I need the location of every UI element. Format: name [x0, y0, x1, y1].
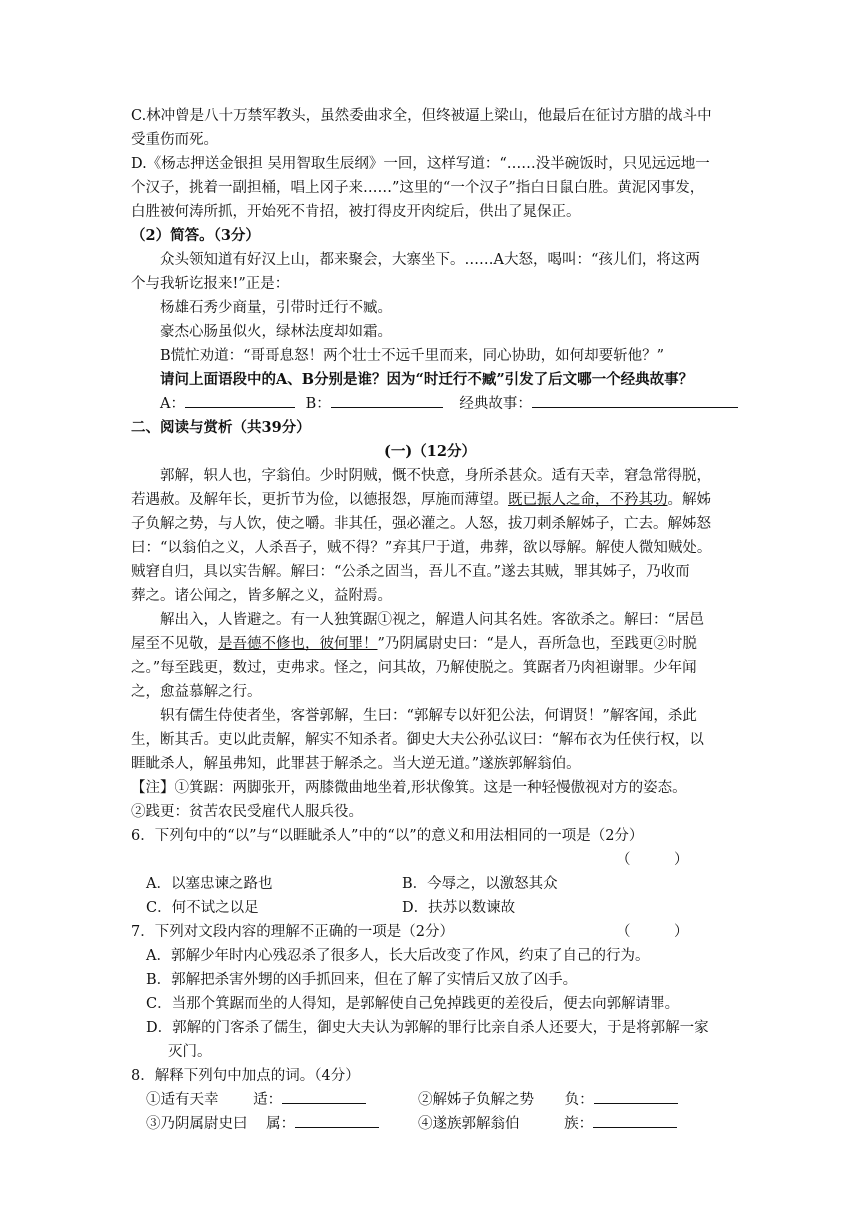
- q8-item4: [418, 1112, 677, 1136]
- passage-line9: 之。”每至践更，数过，吏弗求。怪之，问其故，乃解使脱之。箕踞者乃肉袒谢罪。少年闻: [131, 660, 697, 676]
- q8-item3-word: 属：: [266, 1116, 296, 1132]
- q7-stem: 7．下列对文段内容的理解不正确的一项是（2分）: [131, 924, 454, 940]
- passage-line12: 生，断其舌。吏以此责解，解实不知杀者。御史大夫公孙弘议曰：“解布衣为任侠行权，以: [131, 732, 704, 748]
- q8-item1: [146, 1088, 366, 1112]
- passage-underlined-sentence2: 是吾德不修也，彼何罪！: [218, 636, 378, 652]
- q7-option-d-line2: 灭门。: [168, 1044, 212, 1060]
- section2-subheading: (一)（12分）: [384, 443, 476, 460]
- q5-option-d-line2: 个汉子，挑着一副担桶，唱上冈子来……”这里的“一个汉子”指白日鼠白胜。黄泥冈事发，: [131, 180, 705, 196]
- passage-line10: 之，愈益慕解之行。: [131, 684, 262, 700]
- passage-line3: 子负解之势，与人饮，使之嚼。非其任，强必灌之。人怒，拔刀刺杀解姊子，亡去。解姊怒: [131, 516, 711, 532]
- q7-option-c[interactable]: C．当那个箕踞而坐的人得知，是郭解使自己免掉践更的差役后，便去向郭解请罪。: [146, 996, 680, 1012]
- q2-heading: （2）简答。（3分）: [131, 227, 260, 244]
- q6-answer-paren[interactable]: （ ）: [616, 852, 689, 868]
- q2-para3: B慌忙劝道：“哥哥息怒！两个壮士不远千里而来，同心协助，如何却要斩他？”: [160, 348, 664, 364]
- passage-line8-a: 屋至不见敬，: [131, 636, 218, 652]
- passage-line7: 解出入，人皆避之。有一人独箕踞①视之，解遣人问其名姓。客欲杀之。解曰：“居邑: [160, 612, 704, 628]
- passage-line8-b: ”乃阴属尉史曰：“是人，吾所急也，至践更②时脱: [377, 636, 697, 652]
- q8-item2-answer-field[interactable]: [594, 1089, 678, 1104]
- note-2: ②践更：贫苦农民受雇代人服兵役。: [131, 804, 363, 820]
- passage-underlined-sentence1: 既已振人之命，不矜其功: [508, 492, 668, 508]
- q6-option-a[interactable]: A．以塞忠谏之路也: [146, 876, 273, 892]
- q8-stem: 8．解释下列句中加点的词。（4分）: [131, 1068, 360, 1084]
- q8-item4-sentence: ④遂族郭解翁伯: [418, 1116, 520, 1132]
- q2-question: 请问上面语段中的A、B分别是谁？因为“时迁行不臧”引发了后文哪一个经典故事？: [160, 371, 694, 388]
- q6-stem: 6．下列句中的“以”与“以睚眦杀人”中的“以”的意义和用法相同的一项是（2分）: [131, 828, 644, 844]
- q8-item4-answer-field[interactable]: [593, 1113, 677, 1128]
- q6-option-d[interactable]: D．扶苏以数谏故: [402, 900, 516, 916]
- q7-option-d-line1[interactable]: D．郭解的门客杀了儒生，御史大夫认为郭解的罪行比亲自杀人还要大，于是将郭解一家: [146, 1020, 709, 1036]
- passage-line2: [131, 488, 711, 512]
- label-b: B：: [305, 396, 331, 412]
- q5-option-c-line1: C.林冲曾是八十万禁军教头，虽然委曲求全，但终被逼上梁山，他最后在征讨方腊的战斗中: [131, 108, 712, 124]
- q8-item1-sentence: ①适有天幸: [146, 1092, 219, 1108]
- section2-heading: 二、阅读与赏析（共39分）: [131, 419, 311, 436]
- q5-option-d-line3: 白胜被何涛所抓，开始死不肯招，被打得皮开肉绽后，供出了晁保正。: [131, 204, 581, 220]
- q8-item2-word: 负：: [564, 1092, 594, 1108]
- passage-line6: 葬之。诸公闻之，皆多解之义，益附焉。: [131, 588, 392, 604]
- q8-item2: [418, 1088, 678, 1112]
- q7-answer-paren[interactable]: （ ）: [616, 924, 689, 940]
- passage-line2-a: 若遇赦。及解年长，更折节为俭，以德报怨，厚施而薄望。: [131, 492, 508, 508]
- q8-item2-sentence: ②解姊子负解之势: [418, 1092, 534, 1108]
- q8-item1-word: 适：: [253, 1092, 283, 1108]
- q8-item3-sentence: ③乃阴属尉史曰: [146, 1116, 248, 1132]
- q2-poem-line1: 杨雄石秀少商量，引带时迁行不臧。: [160, 300, 392, 316]
- q5-option-d-line1: D.《杨志押送金银担 吴用智取生辰纲》一回，这样写道：“……没半碗饭时，只见远远地一: [131, 156, 710, 172]
- passage-line11: 轵有儒生侍使者坐，客誉郭解，生曰：“郭解专以奸犯公法，何谓贤！”解客闻，杀此: [160, 708, 697, 724]
- note-1: 【注】①箕踞：两脚张开，两膝微曲地坐着,形状像箕。这是一种轻慢傲视对方的姿态。: [131, 780, 687, 796]
- passage-line1: 郭解，轵人也，字翁伯。少时阴贼，慨不快意，身所杀甚众。适有天幸，窘急常得脱，: [160, 468, 711, 484]
- passage-line4: 曰：“以翁伯之义，人杀吾子，贼不得？”弃其尸于道，弗葬，欲以辱解。解使人微知贼处。: [131, 540, 712, 556]
- answer-b-field[interactable]: [331, 393, 443, 408]
- q2-para1: 众头领知道有好汉上山，都来聚会，大寨坐下。……A大怒，喝叫：“孩儿们，将这两: [160, 252, 700, 268]
- q8-item3: [146, 1112, 379, 1136]
- passage-line8: [131, 632, 697, 656]
- passage-line13: 睚眦杀人，解虽弗知，此罪甚于解杀之。当大逆无道。”遂族郭解翁伯。: [131, 756, 581, 772]
- q5-option-c-line2: 受重伤而死。: [131, 132, 218, 148]
- label-a: A：: [160, 396, 185, 412]
- q7-option-a[interactable]: A．郭解少年时内心残忍杀了很多人，长大后改变了作风，约束了自己的行为。: [146, 948, 650, 964]
- answer-story-field[interactable]: [532, 393, 738, 408]
- answer-a-field[interactable]: [185, 393, 295, 408]
- q2-para2: 个与我斩讫报来!”正是：: [131, 276, 290, 292]
- q2-answer-row: [160, 392, 738, 416]
- q8-item1-answer-field[interactable]: [282, 1089, 366, 1104]
- passage-line2-b: 。解姊: [667, 492, 711, 508]
- q6-option-b[interactable]: B．今辱之，以激怒其众: [402, 876, 558, 892]
- q7-option-b[interactable]: B．郭解把杀害外甥的凶手抓回来，但在了解了实情后又放了凶手。: [146, 972, 578, 988]
- q8-item4-word: 族：: [564, 1116, 594, 1132]
- q2-poem-line2: 豪杰心肠虽似火，绿林法度却如霜。: [160, 324, 392, 340]
- q8-item3-answer-field[interactable]: [295, 1113, 379, 1128]
- q6-option-c[interactable]: C．何不试之以足: [146, 900, 259, 916]
- passage-line5: 贼窘自归，具以实告解。解曰：“公杀之固当，吾儿不直。”遂去其贼，罪其姊子，乃收而: [131, 564, 690, 580]
- label-story: 经典故事：: [459, 396, 532, 412]
